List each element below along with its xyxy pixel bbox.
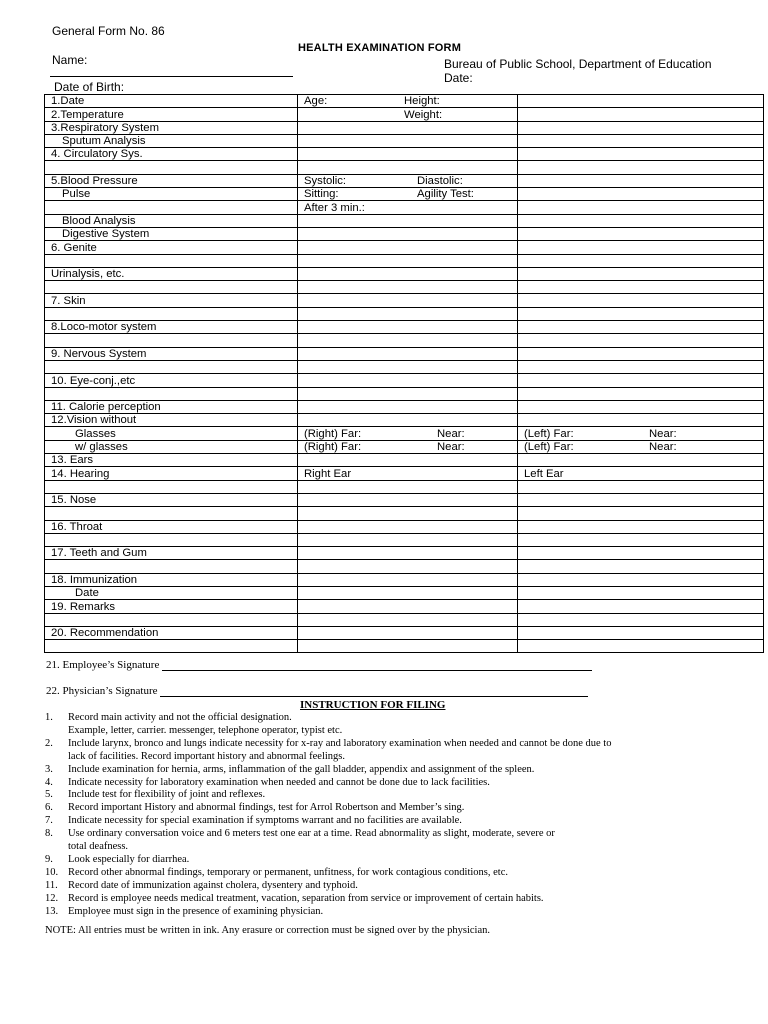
instruction-item [45,751,750,764]
name-field-line[interactable] [50,76,293,77]
entry-cell[interactable] [298,360,518,373]
entry-cell[interactable] [518,387,764,400]
entry-cell[interactable] [518,307,764,320]
entry-cell[interactable] [298,400,518,413]
entry-cell[interactable] [298,321,518,334]
row-label: Blood Analysis [45,214,298,227]
instruction-text: Include test for flexibility of joint and reflexes. [68,789,266,801]
blank-cell [45,360,298,373]
health-exam-table [44,94,764,653]
date-label: Date: [444,71,473,85]
left-ear-cell[interactable] [518,467,764,480]
entry-cell[interactable] [518,161,764,174]
blank-cell [45,613,298,626]
instruction-item [45,725,750,738]
blank-cell [45,201,298,214]
row-label: 15. Nose [45,493,298,506]
table-row [45,227,764,240]
entry-cell[interactable] [518,586,764,599]
entry-cell[interactable] [518,347,764,360]
left-ear-label: Left Ear [524,467,564,480]
entry-cell[interactable] [298,414,518,427]
row-label: 5.Blood Pressure [45,174,298,187]
row-label: 19. Remarks [45,600,298,613]
row-label: 12.Vision without [45,414,298,427]
entry-cell[interactable] [518,254,764,267]
row-label: Glasses [45,427,298,440]
entry-cell[interactable] [298,586,518,599]
entry-cell[interactable] [518,520,764,533]
entry-cell[interactable] [298,254,518,267]
entry-cell[interactable] [518,321,764,334]
instruction-text: Employee must sign in the presence of examining physician. [68,905,324,917]
instruction-item [45,893,750,906]
instruction-text: Record main activity and not the official designation. [68,712,292,723]
systolic-label: Systolic: [304,175,347,188]
weight-label: Weight: [404,108,443,121]
physician-signature-label: 22. Physician’s Signature [46,685,158,697]
instruction-text: total deafness. [68,841,129,853]
instruction-text: Indicate necessity for laboratory examination when needed and cannot be done due to lack facilities. [68,776,490,788]
row-label: 14. Hearing [45,467,298,480]
table-row [45,493,764,506]
instruction-text: Look especially for diarrhea. [68,853,190,865]
entry-cell[interactable] [298,374,518,387]
entry-cell[interactable] [518,400,764,413]
left-eye-cell[interactable] [518,440,764,453]
table-row [45,347,764,360]
after-3-min-cell[interactable] [298,201,518,214]
entry-cell[interactable] [518,267,764,280]
left-far-label: (Left) Far: [524,441,574,454]
employee-signature-line[interactable] [162,660,592,671]
right-eye-cell[interactable] [298,427,518,440]
employee-signature-row [46,659,592,671]
height-label: Height: [404,95,440,108]
row-label: 1.Date [45,95,298,108]
entry-cell[interactable] [298,640,518,653]
entry-cell[interactable] [518,480,764,493]
agility-test-label: Agility Test: [417,188,474,201]
table-row [45,626,764,639]
instruction-number: 13. [45,905,59,917]
table-row [45,201,764,214]
blank-cell [45,161,298,174]
table-row [45,520,764,533]
entry-cell[interactable] [298,454,518,467]
entry-cell[interactable] [518,121,764,134]
table-row [45,414,764,427]
table-row [45,480,764,493]
blank-cell [45,507,298,520]
instruction-item [45,815,750,828]
table-row [45,573,764,586]
instruction-number: 8. [45,828,53,840]
instruction-text: Record other abnormal findings, temporary or permanent, unfitness, for work contagious conditions, etc. [68,866,509,878]
table-row [45,640,764,653]
near-label: Near: [649,441,677,454]
right-ear-cell[interactable] [298,467,518,480]
table-row [45,600,764,613]
row-label: Pulse [45,188,298,201]
entry-cell[interactable] [298,241,518,254]
table-row [45,161,764,174]
instruction-item [45,789,750,802]
date-of-birth-label: Date of Birth: [54,80,125,94]
entry-cell[interactable] [298,547,518,560]
instruction-number: 7. [45,815,53,827]
entry-cell[interactable] [518,241,764,254]
entry-cell[interactable] [518,95,764,108]
instruction-text: Use ordinary conversation voice and 6 meters test one ear at a time. Read abnormality as slight, moderate, severe or [68,828,555,840]
physician-signature-row [46,685,588,697]
row-label: 17. Teeth and Gum [45,547,298,560]
instructions-list [45,712,750,919]
left-eye-cell[interactable] [518,427,764,440]
age-label: Age: [304,95,328,108]
instruction-text: lack of facilities. Record important history and abnormal feelings. [68,750,345,762]
blank-cell [45,533,298,546]
row-label: 18. Immunization [45,573,298,586]
table-row [45,148,764,161]
table-row [45,374,764,387]
instruction-text: Example, letter, carrier. messenger, telephone operator, typist etc. [68,724,343,736]
instruction-item [45,867,750,880]
table-row [45,400,764,413]
pulse-cell[interactable] [298,188,518,201]
entry-cell[interactable] [518,227,764,240]
blank-cell [45,387,298,400]
bureau-name: Bureau of Public School, Department of Education [444,57,712,71]
entry-cell[interactable] [518,281,764,294]
entry-cell[interactable] [518,547,764,560]
table-row [45,467,764,480]
instruction-item [45,764,750,777]
table-row [45,281,764,294]
entry-cell[interactable] [298,507,518,520]
table-row [45,174,764,187]
entry-cell[interactable] [518,573,764,586]
entry-cell[interactable] [298,600,518,613]
row-label: w/ glasses [45,440,298,453]
row-label: 8.Loco-motor system [45,321,298,334]
instruction-text: Include examination for hernia, arms, inflammation of the gall bladder, appendix and assignment of the spleen. [68,763,535,775]
instruction-item [45,854,750,867]
instruction-number: 10. [45,866,59,878]
table-row [45,214,764,227]
entry-cell[interactable] [298,121,518,134]
entry-cell[interactable] [518,600,764,613]
blank-cell [45,254,298,267]
row-label: 20. Recommendation [45,626,298,639]
entry-cell[interactable] [518,174,764,187]
entry-cell[interactable] [518,613,764,626]
entry-cell[interactable] [298,281,518,294]
blank-cell [45,480,298,493]
row-label: Sputum Analysis [45,134,298,147]
entry-cell[interactable] [298,267,518,280]
instruction-number: 6. [45,802,53,814]
table-row [45,613,764,626]
table-row [45,334,764,347]
instruction-text: Record important History and abnormal findings, test for Arrol Robertson and Member’s sing. [68,802,465,814]
instruction-number: 1. [45,712,53,723]
instruction-item [45,906,750,919]
instruction-item [45,841,750,854]
right-far-label: (Right) Far: [304,441,362,454]
entry-cell[interactable] [518,134,764,147]
entry-cell[interactable] [298,161,518,174]
row-label: 4. Circulatory Sys. [45,148,298,161]
blank-cell [45,281,298,294]
entry-cell[interactable] [518,454,764,467]
entry-cell[interactable] [518,626,764,639]
entry-cell[interactable] [518,533,764,546]
instruction-number: 2. [45,737,53,749]
form-number: General Form No. 86 [52,24,165,38]
near-label: Near: [649,427,677,440]
instruction-item [45,880,750,893]
right-far-label: (Right) Far: [304,427,362,440]
row-label: 6. Genite [45,241,298,254]
entry-cell[interactable] [298,387,518,400]
row-label: 2.Temperature [45,108,298,121]
instruction-item [45,738,750,751]
entry-cell[interactable] [518,507,764,520]
instructions-title: INSTRUCTION FOR FILING [300,699,446,711]
entry-cell[interactable] [298,148,518,161]
entry-cell[interactable] [518,108,764,121]
entry-cell[interactable] [518,294,764,307]
table-row [45,454,764,467]
entry-cell[interactable] [518,188,764,201]
table-row [45,241,764,254]
entry-cell[interactable] [298,533,518,546]
entry-cell[interactable] [518,560,764,573]
entry-cell[interactable] [518,148,764,161]
instruction-number: 12. [45,892,59,904]
blank-cell [45,307,298,320]
entry-cell[interactable] [298,626,518,639]
table-row [45,134,764,147]
after-3-min-label: After 3 min.: [304,201,365,214]
instruction-item [45,802,750,815]
entry-cell[interactable] [298,347,518,360]
instruction-text: Record is employee needs medical treatment, vacation, separation from service or improvement of certain habits. [68,892,544,904]
row-label: 7. Skin [45,294,298,307]
table-row [45,547,764,560]
entry-cell[interactable] [518,374,764,387]
form-title: HEALTH EXAMINATION FORM [298,42,462,54]
right-eye-cell[interactable] [298,440,518,453]
table-row [45,586,764,599]
blank-cell [45,334,298,347]
blank-cell [45,640,298,653]
entry-cell[interactable] [298,214,518,227]
instruction-text: Include larynx, bronco and lungs indicate necessity for x-ray and laboratory examination when needed and cannot be done due to [68,737,612,749]
instruction-item [45,712,750,725]
table-row [45,254,764,267]
row-label: Date [45,586,298,599]
instruction-number: 4. [45,776,53,788]
table-row [45,321,764,334]
instruction-text: Indicate necessity for special examination if symptoms warrant and no facilities are available. [68,815,462,827]
row-label: 11. Calorie perception [45,400,298,413]
table-row [45,533,764,546]
entry-cell[interactable] [518,214,764,227]
ink-note: NOTE: All entries must be written in ink. Any erasure or correction must be signed over by the physician. [45,925,490,936]
table-row [45,121,764,134]
entry-cell[interactable] [298,480,518,493]
employee-signature-label: 21. Employee’s Signature [46,659,160,671]
age-height-cell[interactable] [298,95,518,108]
table-row [45,307,764,320]
table-row [45,560,764,573]
table-row [45,108,764,121]
entry-cell[interactable] [298,560,518,573]
entry-cell[interactable] [298,227,518,240]
blank-cell [45,560,298,573]
table-row [45,95,764,108]
entry-cell[interactable] [298,573,518,586]
diastolic-label: Diastolic: [417,175,463,188]
entry-cell[interactable] [298,307,518,320]
name-label: Name: [52,53,88,67]
entry-cell[interactable] [298,520,518,533]
instruction-number: 11. [45,879,58,891]
entry-cell[interactable] [518,414,764,427]
right-ear-label: Right Ear [304,467,352,480]
entry-cell[interactable] [298,294,518,307]
near-label: Near: [437,441,465,454]
row-label: 16. Throat [45,520,298,533]
physician-signature-line[interactable] [160,686,588,697]
table-row [45,360,764,373]
instruction-number: 9. [45,853,53,865]
weight-cell[interactable] [298,108,518,121]
entry-cell[interactable] [518,493,764,506]
instruction-number: 3. [45,763,53,775]
instruction-item [45,828,750,841]
table-row [45,294,764,307]
entry-cell[interactable] [518,334,764,347]
sitting-label: Sitting: [304,188,339,201]
instruction-text: Record date of immunization against cholera, dysentery and typhoid. [68,879,358,891]
instruction-number: 5. [45,789,53,801]
row-label: 10. Eye-conj.,etc [45,374,298,387]
instruction-item [45,777,750,790]
table-row [45,440,764,453]
near-label: Near: [437,427,465,440]
left-far-label: (Left) Far: [524,427,574,440]
row-label: Digestive System [45,227,298,240]
entry-cell[interactable] [518,201,764,214]
row-label: Urinalysis, etc. [45,267,298,280]
table-row [45,427,764,440]
blood-pressure-cell[interactable] [298,174,518,187]
table-row [45,387,764,400]
row-label: 9. Nervous System [45,347,298,360]
entry-cell[interactable] [298,334,518,347]
entry-cell[interactable] [298,493,518,506]
row-label: 13. Ears [45,454,298,467]
table-row [45,188,764,201]
entry-cell[interactable] [298,134,518,147]
row-label: 3.Respiratory System [45,121,298,134]
entry-cell[interactable] [518,640,764,653]
table-row [45,267,764,280]
entry-cell[interactable] [298,613,518,626]
table-row [45,507,764,520]
entry-cell[interactable] [518,360,764,373]
